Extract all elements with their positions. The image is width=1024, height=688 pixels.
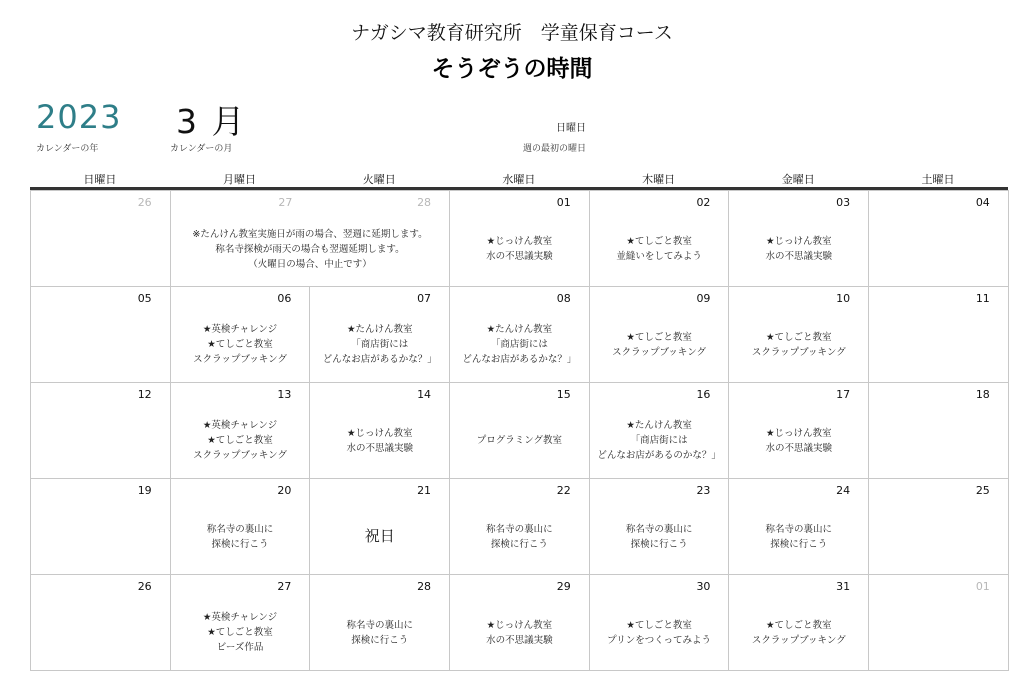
event-line: 称名寺の裏山に [206, 523, 274, 535]
calendar-day[interactable] [869, 479, 1009, 575]
event-line: ★じっけん教室 [766, 235, 832, 247]
event-line: どんなお店があるかな？」 [462, 354, 577, 365]
event-line: ★じっけん教室 [486, 235, 553, 247]
event-line: ★てしごと教室 [766, 331, 832, 343]
day-event [450, 503, 589, 570]
event-line: 称名寺の裏山に [486, 523, 553, 535]
day-number: 28 [417, 580, 432, 593]
calendar-week [31, 287, 1009, 383]
day-event [729, 599, 868, 666]
day-event [590, 407, 729, 474]
day-number: 07 [417, 292, 432, 305]
day-number: 06 [277, 292, 292, 305]
day-number: 02 [696, 196, 711, 209]
event-line: 祝日 [364, 527, 395, 545]
event-line: ★じっけん教室 [766, 427, 832, 439]
day-event [171, 503, 310, 570]
day-number: 27 [278, 196, 293, 209]
calendar-day[interactable] [450, 479, 590, 575]
event-line: 称名寺の裏山に [346, 619, 413, 631]
day-number: 25 [975, 484, 990, 497]
calendar-week [31, 191, 1009, 287]
note-line: （火曜日の場合、中止です） [248, 258, 372, 270]
calendar-day[interactable] [310, 383, 450, 479]
event-line: 探検に行こう [211, 538, 269, 550]
weekday-label: 水曜日 [502, 173, 536, 186]
calendar-week [31, 479, 1009, 575]
event-line: スクラップブッキング [751, 346, 846, 358]
event-line: ★てしごと教室 [207, 627, 273, 638]
year-caption: カレンダーの年 [36, 144, 99, 154]
calendar-day[interactable] [450, 575, 590, 671]
event-line: どんなお店があるのかな？」 [597, 450, 721, 461]
calendar-day[interactable] [590, 479, 730, 575]
calendar-note [171, 215, 449, 283]
calendar-day[interactable] [171, 479, 311, 575]
calendar-day[interactable] [590, 383, 730, 479]
calendar-day[interactable] [31, 575, 171, 671]
day-event [310, 599, 449, 666]
day-event [729, 215, 868, 282]
calendar-day[interactable] [869, 287, 1009, 383]
calendar-day[interactable] [450, 287, 590, 383]
calendar-grid [30, 190, 1009, 671]
calendar-day[interactable] [171, 287, 311, 383]
calendar-week [31, 575, 1009, 671]
event-line: ★てしごと教室 [626, 331, 692, 343]
weekday-label: 土曜日 [921, 173, 955, 186]
event-line: ★てしごと教室 [207, 435, 273, 446]
calendar-title: そうぞうの時間 [431, 56, 593, 82]
week-start-value[interactable]: 日曜日 [556, 123, 586, 134]
month-caption: カレンダーの月 [170, 144, 233, 154]
event-line: 探検に行こう [630, 538, 688, 550]
event-line: 水の不思議実験 [765, 250, 833, 262]
day-number: 08 [556, 292, 571, 305]
calendar-day[interactable] [450, 383, 590, 479]
event-line: ビーズ作品 [216, 642, 264, 653]
calendar-day[interactable] [869, 383, 1009, 479]
event-line: ★てしごと教室 [766, 619, 832, 631]
event-line: プログラミング教室 [476, 435, 563, 446]
day-number: 05 [137, 292, 152, 305]
day-event [450, 407, 589, 474]
event-line: 「商店街には [630, 435, 688, 446]
event-line: スクラップブッキング [751, 634, 846, 646]
weekday-label: 日曜日 [83, 173, 117, 186]
day-event [590, 503, 729, 570]
calendar-day[interactable] [590, 191, 730, 287]
day-number: 01 [556, 196, 571, 209]
calendar-day[interactable] [171, 575, 311, 671]
event-line: ★てしごと教室 [626, 619, 692, 631]
calendar-day[interactable] [729, 479, 869, 575]
day-event [729, 311, 868, 378]
day-event [310, 407, 449, 474]
day-event [729, 503, 868, 570]
event-line: 「商店街には [490, 339, 548, 350]
org-title: ナガシマ教育研究所 学童保育コース [351, 22, 673, 44]
day-number: 16 [696, 388, 711, 401]
event-line: 探検に行こう [490, 538, 548, 550]
note-line: ※たんけん教室実施日が雨の場合、翌週に延期します。 [192, 228, 428, 240]
day-number: 17 [836, 388, 851, 401]
event-line: ★英検チャレンジ [202, 420, 278, 431]
day-event [310, 311, 449, 378]
event-line: ★英検チャレンジ [202, 612, 278, 623]
event-line: スクラップブッキング [612, 346, 707, 358]
calendar-day[interactable] [869, 575, 1009, 671]
day-number: 30 [696, 580, 711, 593]
calendar-day[interactable] [729, 383, 869, 479]
event-line: 探検に行こう [770, 538, 828, 550]
day-event [590, 311, 729, 378]
day-number: 13 [277, 388, 292, 401]
day-number: 23 [696, 484, 711, 497]
calendar-day[interactable] [310, 575, 450, 671]
event-line: ★てしごと教室 [626, 235, 692, 247]
event-line: 水の不思議実験 [486, 250, 553, 262]
day-number: 03 [836, 196, 851, 209]
day-number: 10 [836, 292, 851, 305]
day-event [310, 503, 449, 570]
event-line: スクラップブッキング [193, 354, 287, 365]
week-start-caption: 週の最初の曜日 [522, 144, 586, 154]
calendar-day[interactable] [310, 287, 450, 383]
day-number: 04 [975, 196, 990, 209]
calendar-day[interactable] [450, 191, 590, 287]
day-number: 31 [836, 580, 851, 593]
calendar-day[interactable] [590, 287, 730, 383]
day-event [450, 599, 589, 666]
day-number: 24 [836, 484, 851, 497]
calendar-day[interactable] [310, 479, 450, 575]
event-line: ★英検チャレンジ [202, 324, 278, 335]
event-line: 称名寺の裏山に [765, 523, 833, 535]
event-line: ★たんけん教室 [486, 324, 553, 335]
day-number: 28 [417, 196, 432, 209]
event-line: 並縫いをしてみよう [616, 250, 702, 262]
calendar-day[interactable] [31, 191, 171, 287]
month-value[interactable]: 3 月 [176, 102, 247, 141]
day-number: 26 [137, 580, 152, 593]
day-number: 26 [137, 196, 152, 209]
day-number: 12 [137, 388, 152, 401]
event-line: ★たんけん教室 [626, 420, 692, 431]
day-number: 11 [975, 292, 990, 305]
day-number: 29 [556, 580, 571, 593]
day-number: 22 [556, 484, 571, 497]
calendar-week [31, 383, 1009, 479]
day-number: 09 [696, 292, 711, 305]
event-line: ★じっけん教室 [486, 619, 553, 631]
day-event [450, 311, 589, 378]
day-event [590, 215, 729, 282]
day-number: 18 [975, 388, 990, 401]
weekday-label: 金曜日 [781, 173, 815, 186]
event-line: 水の不思議実験 [486, 634, 553, 646]
day-event [171, 599, 310, 666]
calendar-day[interactable] [31, 383, 171, 479]
calendar-day[interactable] [171, 383, 311, 479]
calendar-day[interactable] [729, 191, 869, 287]
weekday-header [30, 172, 1008, 190]
day-number: 21 [417, 484, 432, 497]
day-event [590, 599, 729, 666]
event-line: ★じっけん教室 [346, 427, 413, 439]
calendar-day[interactable] [31, 479, 171, 575]
event-line: どんなお店があるかな？」 [322, 354, 437, 365]
event-line: プリンをつくってみよう [607, 634, 712, 646]
day-number: 14 [417, 388, 432, 401]
calendar-day[interactable] [729, 287, 869, 383]
day-number: 20 [277, 484, 292, 497]
weekday-label: 木曜日 [642, 173, 676, 186]
calendar-day[interactable] [729, 575, 869, 671]
day-number: 01 [975, 580, 990, 593]
event-line: ★たんけん教室 [346, 324, 413, 335]
event-line: 水の不思議実験 [765, 442, 833, 454]
event-line: 称名寺の裏山に [625, 523, 693, 535]
day-event [171, 311, 310, 378]
day-event [450, 215, 589, 282]
event-line: 水の不思議実験 [346, 442, 413, 454]
event-line: スクラップブッキング [193, 450, 287, 461]
day-number: 15 [556, 388, 571, 401]
event-line: 探検に行こう [351, 634, 409, 646]
day-event [171, 407, 310, 474]
weekday-label: 火曜日 [362, 173, 396, 186]
event-line: ★てしごと教室 [207, 339, 273, 350]
calendar-day[interactable] [869, 191, 1009, 287]
calendar-day[interactable] [590, 575, 730, 671]
weekday-label: 月曜日 [223, 173, 257, 186]
day-number: 27 [277, 580, 292, 593]
note-line: 称名寺探検が雨天の場合も翌週延期します。 [215, 243, 405, 255]
day-event [729, 407, 868, 474]
day-number: 19 [137, 484, 152, 497]
year-value[interactable]: 2023 [36, 98, 122, 136]
event-line: 「商店街には [351, 339, 409, 350]
calendar-day[interactable] [31, 287, 171, 383]
